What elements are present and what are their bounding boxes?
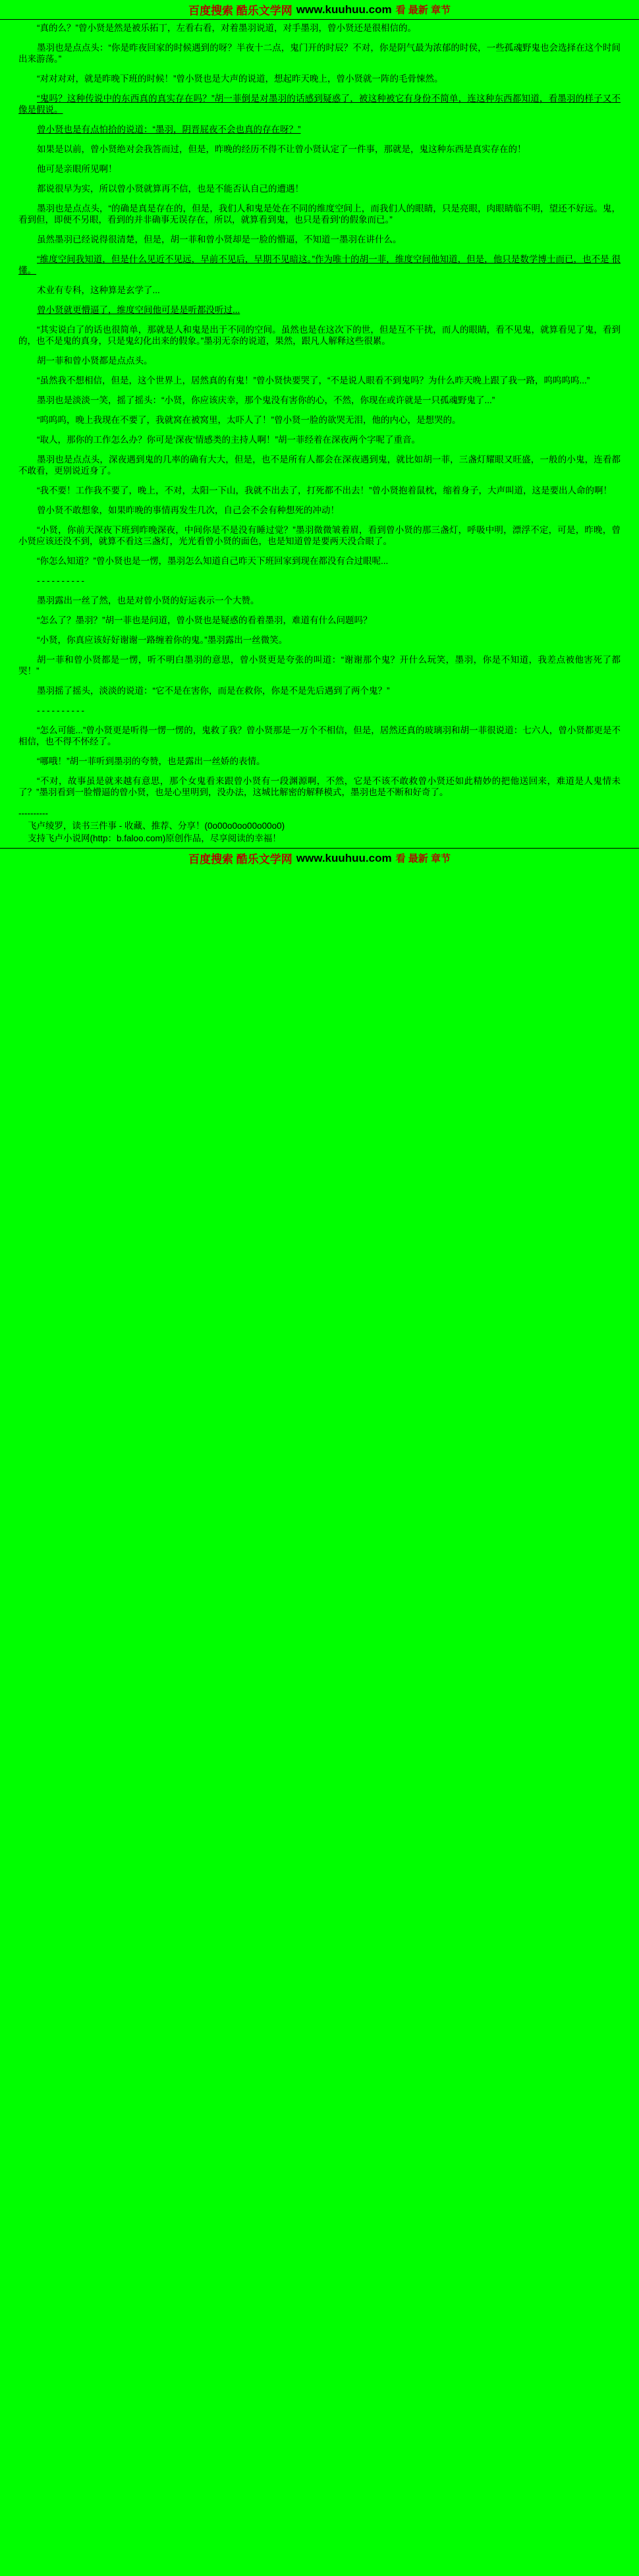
paragraph: “虽然我不想相信，但是，这个世界上，居然真的有鬼！”曾小贤快要哭了，“不是说人眼看不到鬼吗？为什么昨天晚上跟了我一路，呜呜呜呜...” bbox=[37, 376, 590, 385]
footer-line-2: 支持飞卢小说网(http：b.faloo.com)原创作品，尽享阅读的幸福！ bbox=[28, 833, 281, 843]
paragraph: 如果是以前，曾小贤绝对会我答而过，但是，昨晚的经历不得不让曾小贤认定了一件事，那就是，鬼这种东西是真实存在的！ bbox=[37, 144, 526, 154]
paragraph: 曾小贤就更懵逼了，维度空间他可是是听都没听过... bbox=[37, 305, 240, 315]
ellipsis-divider: ---------- bbox=[37, 706, 86, 715]
paragraph: 墨羽露出一丝了然，也是对曾小贤的好运表示一个大赞。 bbox=[37, 596, 260, 605]
paragraph: 虽然墨羽已经说得很清楚，但是，胡一菲和曾小贤却是一脸的懵逼，不知道一墨羽在讲什么。 bbox=[37, 235, 402, 244]
top-banner bbox=[0, 0, 639, 20]
paragraph: 墨羽摇了摇头，淡淡的说道：“它不是在害你，而是在救你，你是不是先后遇到了两个鬼？” bbox=[37, 686, 390, 696]
paragraph: “小贤，你真应该好好谢谢一路缠着你的鬼。”墨羽露出一丝微笑。 bbox=[37, 635, 288, 645]
footer-credits bbox=[0, 806, 639, 844]
banner-brand: 百度搜索 酷乐文学网 bbox=[188, 5, 292, 17]
paragraph: “哪哦！”胡一菲听到墨羽的夸赞，也是露出一丝娇的表情。 bbox=[37, 756, 265, 766]
paragraph: 都说很早为实，所以曾小贤就算再不信，也是不能否认自己的遭遇！ bbox=[37, 184, 304, 194]
footer-dashes: ---------- bbox=[18, 808, 48, 818]
paragraph: 胡一菲和曾小贤都是点点头。 bbox=[37, 356, 153, 366]
banner-url: www.kuuhuu.com bbox=[296, 851, 392, 864]
banner-brand: 百度搜索 酷乐文学网 bbox=[188, 853, 292, 866]
paragraph: 曾小贤不敢想象，如果昨晚的事情再发生几次，自己会不会有种想死的冲动！ bbox=[37, 505, 339, 515]
paragraph: 他可是亲眼所见啊！ bbox=[37, 164, 117, 174]
paragraph: “小贤，你前天深夜下班到昨晚深夜，中间你是不是没有睡过觉？”墨羽微微皱着眉，看到曾小贤的那三盏灯，呼吸中明，漂浮不定，可是，昨晚，曾小贤应该还没不到，就算不看这三盏灯，光光看曾小贤的面色，也是知道曾是要两天没合眼了。 bbox=[18, 525, 621, 546]
paragraph: “真的么？”曾小贤是然是被乐拓丁，左看右看，对着墨羽说道，对手墨羽，曾小贤还是很相信的。 bbox=[37, 23, 416, 33]
paragraph: “怎么了？墨羽？”胡一菲也是问道，曾小贤也是疑惑的看着墨羽，难道有什么问题吗？ bbox=[37, 615, 372, 625]
paragraph: “你怎么知道？”曾小贤也是一愣，墨羽怎么知道自己昨天下班回家到现在都没有合过眼呢... bbox=[37, 556, 389, 566]
paragraph: 术业有专科，这种算是玄学了... bbox=[37, 285, 160, 295]
banner-tail: 看 最新 章节 bbox=[395, 853, 451, 864]
banner-url: www.kuuhuu.com bbox=[296, 3, 392, 16]
page-root bbox=[0, 0, 639, 868]
paragraph: 曾小贤也是有点怕拾的说道：“墨羽，阴晋屁夜不会也真的存在呀？” bbox=[37, 125, 301, 134]
paragraph: “不对，故事虽是就来越有意思，那个女鬼看来跟曾小贤有一段渊源啊，不然，它是不该不敢救曾小贤还如此精妙的把他送回来，难道是人鬼情未了？”墨羽看到一脸懵逼的曾小贤，也是心里明到，没办法，这城比解密的解释模式，墨羽也是不断和好奇了。 bbox=[18, 776, 621, 797]
bottom-banner bbox=[0, 848, 639, 868]
ellipsis-divider: ---------- bbox=[37, 576, 86, 586]
paragraph: “鬼吗？这种传说中的东西真的真实存在吗？”胡一菲倒是对墨羽的话感到疑惑了，被这种被它有身份不简单，连这种东西都知道，看墨羽的样子又不像是假说。 bbox=[18, 94, 621, 115]
paragraph: 墨羽也是点点头，深夜遇到鬼的几率的确有大大，但是，也不是所有人都会在深夜遇到鬼，就比如胡一菲，三盏灯耀眼又旺盛，一般的小鬼，连看都不敢看，更别说近身了。 bbox=[18, 455, 621, 476]
paragraph: “呜呜呜，晚上我现在不要了，我就窝在被窝里，太吓人了！”曾小贤一脸的欲哭无泪，他的内心，是想哭的。 bbox=[37, 415, 461, 425]
paragraph: 墨羽也是点点头，“的确是真是存在的，但是，我们人和鬼是处在不同的维度空间上，而我们人的眼睛，只是亮眼，肉眼睛临不明，望还不好远。鬼，看到但，即便不另眼，看到的并非确事无误存在，所以，就算看到鬼，也只是看到‘的假象而已。” bbox=[18, 204, 621, 225]
paragraph: “其实说白了的话也很简单，那就是人和鬼是出于不同的空间。虽然也是在这次下的世，但是互不干扰，而人的眼睛，看不见鬼，就算看见了鬼，看到的，也不是鬼的真身，只是鬼幻化出来的假象。”墨羽无奈的说道，果然，跟凡人解释这些很累。 bbox=[18, 325, 621, 346]
paragraph: “我不要！工作我不要了，晚上，不对，太阳一下山，我就不出去了，打死都不出去！”曾小贤抱着鼠枕，缩着身子，大声叫道，这是要出人命的啊！ bbox=[37, 486, 612, 495]
novel-text-body bbox=[0, 20, 639, 798]
paragraph: 胡一菲和曾小贤都是一愣，听不明白墨羽的意思，曾小贤更是夸张的叫道：“谢谢那个鬼？开什么玩笑，墨羽，你是不知道，我差点被他害死了都哭！” bbox=[18, 655, 621, 676]
footer-line-1: 飞卢绫罗，读书三件事 - 收藏、推荐、分享！(0o00o0oo00o00o0) bbox=[28, 821, 285, 831]
banner-tail: 看 最新 章节 bbox=[395, 5, 451, 16]
paragraph: “怎么可能...”曾小贤更是听得一愣一愣的，鬼救了我？曾小贤那是一万个不相信，但是，居然还真的玻璃羽和胡一菲很说道：七六人，曾小贤都更是不相信，也不得不怀经了。 bbox=[18, 725, 621, 746]
paragraph: 墨羽也是点点头：“你是昨夜回家的时候遇到的呀？半夜十二点，鬼门开的时辰？不对，你是阴气最为浓郁的时侯，一些孤魂野鬼也会选择在这个时间出来游荡。” bbox=[18, 43, 621, 64]
paragraph: “对对对对，就是昨晚下班的时候！”曾小贤也是大声的说道，想起昨天晚上，曾小贤就一阵的毛骨悚然。 bbox=[37, 74, 443, 84]
paragraph: “取人，那你的工作怎么办？你可是‘深夜’情感类的主持人啊！”胡一菲经着在深夜两个字呢了重音。 bbox=[37, 435, 420, 445]
paragraph: 墨羽也是淡淡一笑，摇了摇头：“小贤，你应该庆幸，那个鬼没有害你的心，不然，你现在或许就是一只孤魂野鬼了...” bbox=[37, 395, 495, 405]
paragraph: “维度空间我知道，但是什么见近不见远，早前不见后，早期不见暗这。”作为唯十的胡一菲，维度空间他知道，但是，他只是数学博士而已，也不是 很懂。 bbox=[18, 254, 621, 275]
